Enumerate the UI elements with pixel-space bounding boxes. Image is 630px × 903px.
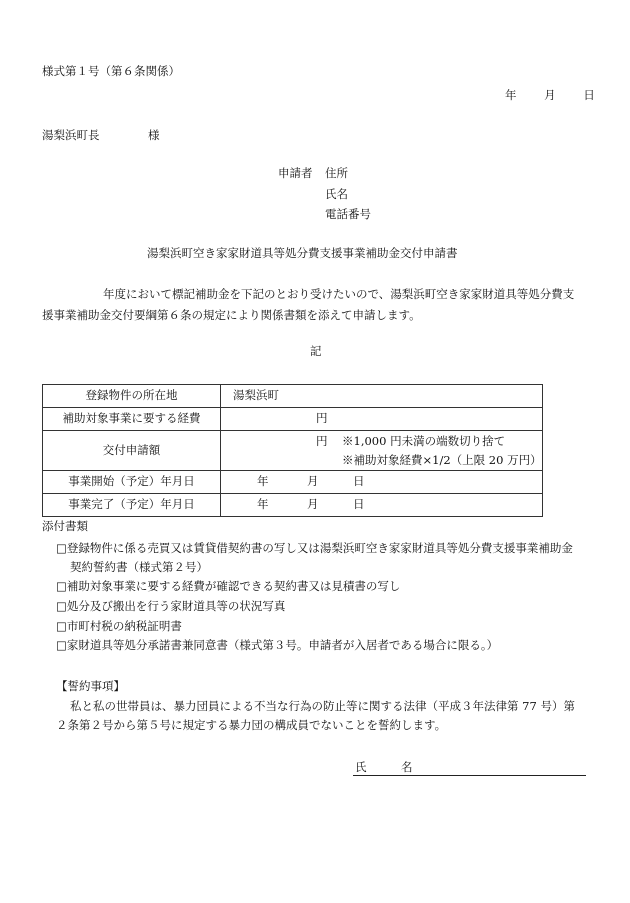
request-note-ratio: ※補助対象経費×1/2（上限 20 万円） (342, 453, 542, 467)
date-month: 月 (544, 88, 556, 102)
attachment-item[interactable]: □補助対象事業に要する経費が確認できる契約書又は見積書の写し (56, 579, 401, 593)
row-value-start-date[interactable] (221, 471, 543, 494)
table-row (43, 385, 543, 408)
pledge-heading: 【誓約事項】 (56, 679, 125, 693)
table-row (43, 471, 543, 494)
date-line (505, 90, 595, 102)
addressee-honorific: 様 (148, 128, 160, 142)
sign-mei: 名 (401, 760, 413, 774)
row-label-start-date: 事業開始（予定）年月日 (43, 471, 221, 494)
end-year: 年 (257, 497, 269, 511)
row-value-location[interactable] (221, 385, 543, 408)
end-day: 日 (353, 497, 365, 511)
table-row (43, 431, 543, 471)
body-text-line2: 援事業補助金交付要綱第６条の規定により関係書類を添えて申請します。 (42, 308, 421, 322)
date-year: 年 (505, 88, 517, 102)
row-value-expense[interactable] (221, 408, 543, 431)
attachment-item[interactable]: □家財道具等処分承諾書兼同意書（様式第３号。申請者が入居者である場合に限る。） (56, 638, 499, 652)
end-month: 月 (307, 497, 319, 511)
table-row (43, 408, 543, 431)
attachment-item[interactable]: □処分及び搬出を行う家財道具等の状況写真 (56, 599, 286, 613)
body-text-line1: 年度において標記補助金を下記のとおり受けたいので、湯梨浜町空き家家財道具等処分費支 (103, 287, 575, 301)
expense-yen: 円 (316, 411, 328, 425)
row-label-expense: 補助対象事業に要する経費 (43, 408, 221, 431)
attachments-heading: 添付書類 (42, 519, 88, 533)
date-day: 日 (583, 88, 595, 102)
applicant-phone-label: 電話番号 (325, 207, 371, 221)
addressee-title: 湯梨浜町長 (42, 128, 100, 142)
applicant-label: 申請者 (278, 166, 313, 180)
pledge-line1: 私と私の世帯員は、暴力団員による不当な行為の防止等に関する法律（平成３年法律第 77 号）第 (70, 699, 575, 713)
request-note-rounding: ※1,000 円未満の端数切り捨て (342, 434, 506, 448)
row-value-request-amount[interactable] (221, 431, 543, 471)
row-label-end-date: 事業完了（予定）年月日 (43, 494, 221, 517)
location-value: 湯梨浜町 (233, 388, 279, 402)
form-number: 様式第１号（第６条関係） (42, 64, 180, 78)
application-table (42, 384, 543, 517)
attachment-item[interactable]: □市町村税の納税証明書 (56, 619, 182, 633)
signature-line[interactable] (353, 775, 586, 776)
pledge-line2: ２条第２号から第５号に規定する暴力団の構成員でないことを誓約します。 (56, 718, 447, 732)
sign-shi: 氏 (355, 760, 367, 774)
start-month: 月 (307, 474, 319, 488)
ki-heading: 記 (310, 344, 322, 358)
applicant-address-label: 住所 (325, 166, 348, 180)
row-label-request-amount: 交付申請額 (43, 431, 221, 471)
request-yen: 円 (316, 434, 328, 448)
attachment-item[interactable]: □登録物件に係る売買又は賃貸借契約書の写し又は湯梨浜町空き家家財道具等処分費支援事業補助金 (56, 541, 573, 555)
document-title: 湯梨浜町空き家家財道具等処分費支援事業補助金交付申請書 (147, 246, 458, 260)
row-value-end-date[interactable] (221, 494, 543, 517)
row-label-location: 登録物件の所在地 (43, 385, 221, 408)
table-row (43, 494, 543, 517)
start-day: 日 (353, 474, 365, 488)
applicant-name-label: 氏名 (325, 187, 348, 201)
start-year: 年 (257, 474, 269, 488)
attachment-item-continuation: 契約誓約書（様式第２号） (70, 560, 208, 574)
